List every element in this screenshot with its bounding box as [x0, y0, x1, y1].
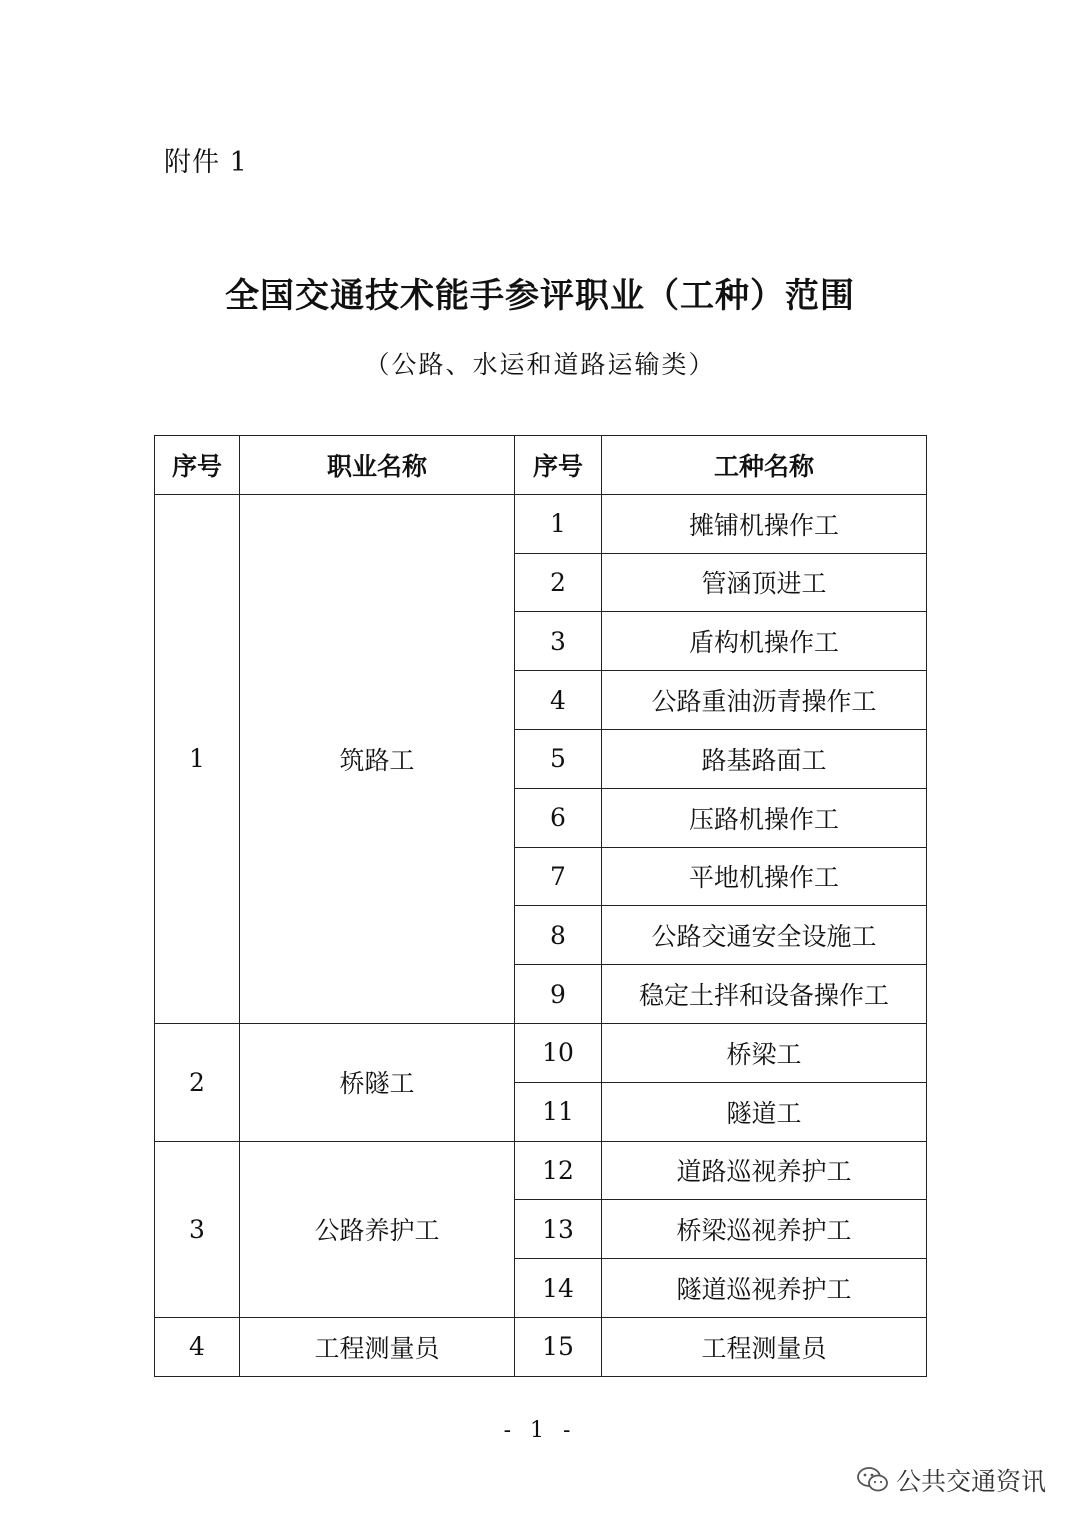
header-occupation-name: 职业名称 [240, 436, 515, 495]
job-name-cell: 工程测量员 [602, 1317, 927, 1376]
job-name-cell: 摊铺机操作工 [602, 494, 927, 553]
occupation-name-cell: 桥隧工 [240, 1023, 515, 1141]
job-no-cell: 9 [515, 965, 602, 1024]
job-name-cell: 盾构机操作工 [602, 612, 927, 671]
occupation-name-cell: 工程测量员 [240, 1317, 515, 1376]
occupation-no-cell: 4 [155, 1317, 240, 1376]
table-row [155, 1141, 927, 1200]
job-name-cell: 平地机操作工 [602, 847, 927, 906]
job-no-cell: 11 [515, 1082, 602, 1141]
table-row [155, 1023, 927, 1082]
job-name-cell: 桥梁巡视养护工 [602, 1200, 927, 1259]
job-no-cell: 4 [515, 671, 602, 730]
job-no-cell: 10 [515, 1023, 602, 1082]
job-no-cell: 2 [515, 553, 602, 612]
table-header-row [155, 436, 927, 495]
source-watermark [856, 1462, 1046, 1498]
job-name-cell: 隧道巡视养护工 [602, 1259, 927, 1318]
job-name-cell: 稳定土拌和设备操作工 [602, 965, 927, 1024]
job-no-cell: 12 [515, 1141, 602, 1200]
job-no-cell: 14 [515, 1259, 602, 1318]
watermark-text: 公共交通资讯 [895, 1467, 1046, 1496]
occupation-no-cell: 2 [155, 1023, 240, 1141]
job-name-cell: 隧道工 [602, 1082, 927, 1141]
job-name-cell: 道路巡视养护工 [602, 1141, 927, 1200]
table-row [155, 494, 927, 553]
job-name-cell: 公路交通安全设施工 [602, 906, 927, 965]
occupation-name-cell: 公路养护工 [240, 1141, 515, 1317]
job-name-cell: 管涵顶进工 [602, 553, 927, 612]
occupation-no-cell: 1 [155, 494, 240, 1023]
job-no-cell: 3 [515, 612, 602, 671]
occupation-no-cell: 3 [155, 1141, 240, 1317]
job-no-cell: 15 [515, 1317, 602, 1376]
attachment-label: 附件 1 [164, 147, 248, 178]
page-number: - 1 - [503, 1418, 577, 1443]
job-no-cell: 8 [515, 906, 602, 965]
job-name-cell: 桥梁工 [602, 1023, 927, 1082]
job-no-cell: 7 [515, 847, 602, 906]
job-no-cell: 5 [515, 729, 602, 788]
occupation-scope-table [154, 435, 927, 1377]
document-subtitle: （公路、水运和道路运输类） [364, 350, 716, 379]
job-no-cell: 1 [515, 494, 602, 553]
document-title: 全国交通技术能手参评职业（工种）范围 [225, 276, 855, 316]
job-name-cell: 公路重油沥青操作工 [602, 671, 927, 730]
header-occupation-no: 序号 [155, 436, 240, 495]
occupation-name-cell: 筑路工 [240, 494, 515, 1023]
job-no-cell: 6 [515, 788, 602, 847]
table-row [155, 1317, 927, 1376]
wechat-icon [856, 1465, 890, 1495]
header-job-no: 序号 [515, 436, 602, 495]
header-job-name: 工种名称 [602, 436, 927, 495]
job-no-cell: 13 [515, 1200, 602, 1259]
job-name-cell: 路基路面工 [602, 729, 927, 788]
job-name-cell: 压路机操作工 [602, 788, 927, 847]
